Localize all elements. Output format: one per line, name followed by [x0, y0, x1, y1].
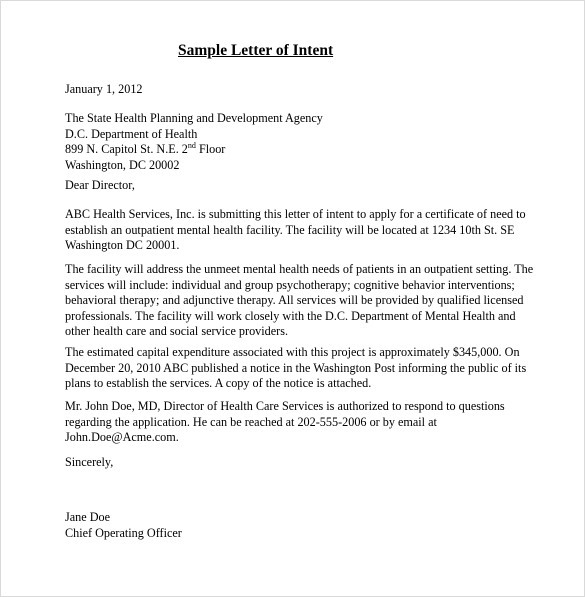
paragraph-2-line: behavioral therapy; and adjunctive therapy. All services will be provided by qualified licensed: [65, 293, 524, 308]
closing: Sincerely,: [65, 455, 114, 469]
paragraph-1-line: Washington DC 20001.: [65, 238, 180, 253]
paragraph-2-line: professionals. The facility will work closely with the D.C. Department of Mental Health and: [65, 308, 516, 323]
recipient-address: [65, 111, 323, 173]
paragraph-2-line: other health care and social service providers.: [65, 324, 288, 339]
recipient-line-2: D.C. Department of Health: [65, 126, 198, 141]
paragraph-1-line: establish an outpatient mental health facility. The facility will be located at 1234 10th St. SE: [65, 222, 515, 237]
signer-name: Jane Doe: [65, 510, 111, 524]
paragraph-3-line: plans to establish the services. A copy of the notice is attached.: [65, 376, 372, 391]
salutation: Dear Director,: [65, 178, 135, 192]
recipient-line-4: Washington, DC 20002: [65, 157, 180, 172]
paragraph-4: [65, 399, 505, 446]
recipient-line-3: [65, 142, 323, 158]
paragraph-3: [65, 345, 526, 392]
paragraph-2: [65, 262, 533, 340]
paragraph-2-line: services will include: individual and group psychotherapy; cognitive behavior interventions;: [65, 277, 515, 292]
paragraph-1: [65, 207, 526, 254]
paragraph-3-line: December 20, 2010 ABC published a notice in the Washington Post informing the public of its: [65, 360, 527, 375]
letter-title: Sample Letter of Intent: [178, 42, 334, 59]
signature-block: [65, 510, 182, 541]
paragraph-1-line: ABC Health Services, Inc. is submitting this letter of intent to apply for a certificate of need to: [65, 207, 526, 221]
paragraph-4-line: John.Doe@Acme.com.: [65, 430, 179, 445]
paragraph-2-line: The facility will address the unmeet mental health needs of patients in an outpatient setting. The: [65, 262, 534, 276]
paragraph-4-line: regarding the application. He can be reached at 202-555-2006 or by email at: [65, 414, 437, 429]
letter-date: January 1, 2012: [65, 82, 143, 96]
signer-title: Chief Operating Officer: [65, 525, 182, 540]
recipient-floor: Floor: [195, 142, 226, 157]
recipient-street: 899 N. Capitol St. N.E. 2: [65, 142, 188, 157]
recipient-line-1: The State Health Planning and Development Agency: [65, 111, 323, 125]
paragraph-4-line: Mr. John Doe, MD, Director of Health Care Services is authorized to respond to questions: [65, 399, 505, 413]
paragraph-3-line: The estimated capital expenditure associated with this project is approximately $345,000. On: [65, 345, 520, 359]
floor-ordinal-superscript: nd: [187, 141, 196, 151]
